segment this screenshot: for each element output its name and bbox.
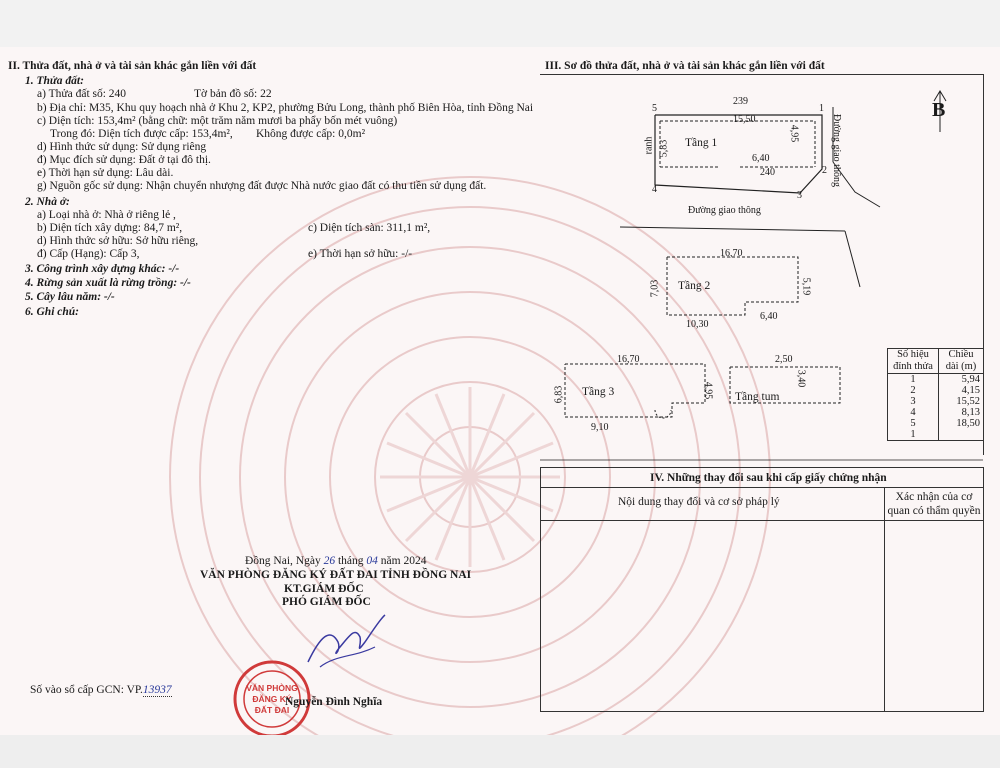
land-map-sheet: Tờ bản đồ số: 22 xyxy=(194,88,272,100)
vertex-2-label: 2 xyxy=(822,165,827,176)
section-iv-title: IV. Những thay đổi sau khi cấp giấy chứng nhận xyxy=(650,472,887,484)
table-row: 5,94 xyxy=(939,374,984,386)
issuing-office: VĂN PHÒNG ĐĂNG KÝ ĐẤT ĐAI TỈNH ĐỒNG NAI xyxy=(200,569,472,581)
table-row: 15,52 xyxy=(939,396,984,407)
house-grade: đ) Cấp (Hạng): Cấp 3, xyxy=(37,248,140,260)
changes-column-content: Nội dung thay đổi và cơ sở pháp lý xyxy=(618,496,780,508)
land-area-granted: Trong đó: Diện tích được cấp: 153,4m², xyxy=(50,128,233,140)
perennial-trees: 5. Cây lâu năm: -/- xyxy=(25,291,115,303)
table-row: 5 xyxy=(888,418,939,429)
house-floor-area: c) Diện tích sàn: 311,1 m², xyxy=(308,222,431,234)
plot4-right-dim: 3,40 xyxy=(795,369,807,388)
north-arrow-icon: B xyxy=(932,99,946,121)
table-row: 4,15 xyxy=(939,385,984,396)
plot2-top-dim: 16,70 xyxy=(720,248,743,259)
edge-table-header-length: Chiều dài (m) xyxy=(939,349,984,374)
changes-column-confirmation: Xác nhận của cơ quan có thẩm quyền xyxy=(887,491,981,517)
table-row: 4 xyxy=(888,407,939,418)
land-area-not-granted: Không được cấp: 0,0m² xyxy=(256,128,366,140)
road-right-label: Đường giao thông xyxy=(830,114,842,187)
vertex-3-label: 3 xyxy=(797,190,802,201)
plot4-top-dim: 2,50 xyxy=(775,354,793,365)
land-parcel-number: a) Thửa đất số: 240 xyxy=(37,88,127,100)
svg-text:VĂN PHÒNG: VĂN PHÒNG xyxy=(246,683,298,693)
land-use-origin: g) Nguồn gốc sử dụng: Nhận chuyển nhượng đất được Nhà nước giao đất có thu tiền sử dụng đất. xyxy=(37,180,487,192)
house-construction-area: b) Diện tích xây dựng: 84,7 m², xyxy=(37,222,183,234)
house-type: a) Loại nhà ở: Nhà ở riêng lẻ , xyxy=(37,209,176,221)
planted-forest: 4. Rừng sản xuất là rừng trồng: -/- xyxy=(25,277,191,289)
land-use-purpose: đ) Mục đích sử dụng: Đất ở tại đô thị. xyxy=(37,154,211,166)
plot1-floor-name: Tầng 1 xyxy=(685,137,718,149)
land-use-term: e) Thời hạn sử dụng: Lâu dài. xyxy=(37,167,174,179)
table-row: 1 xyxy=(888,374,939,386)
plot1-top-dim: 15,50 xyxy=(733,114,756,125)
signer-role: PHÓ GIÁM ĐỐC xyxy=(282,596,371,608)
table-row: 8,13 xyxy=(939,407,984,418)
signer-name: Nguyễn Đình Nghĩa xyxy=(285,696,383,708)
table-row: 18,50 xyxy=(939,418,984,429)
handwritten-signature xyxy=(300,607,390,677)
edge-table-header-id: Số hiệu đỉnh thửa xyxy=(888,349,939,374)
plot2-right-dim: 5,19 xyxy=(800,277,812,296)
vertex-4-label: 4 xyxy=(652,184,657,195)
plot1-adjacent-239: 239 xyxy=(733,96,748,107)
svg-text:ĐĂNG KÝ: ĐĂNG KÝ xyxy=(252,694,292,704)
plot3-right-dim: 4,95 xyxy=(702,381,714,400)
issue-date: Đồng Nai, Ngày 26 tháng 04 năm 2024 xyxy=(245,555,427,567)
section-ii-title: II. Thửa đất, nhà ở và tài sản khác gắn liền với đất xyxy=(8,60,257,72)
plot4-floor-name: Tầng tum xyxy=(735,391,780,403)
land-use-form: d) Hình thức sử dụng: Sử dụng riêng xyxy=(37,141,207,153)
gcn-register: Số vào sổ cấp GCN: VP.13937 xyxy=(30,684,172,696)
plot3-floor-name: Tầng 3 xyxy=(582,386,615,398)
section-iii-rule xyxy=(540,74,984,75)
vertex-5-label: 5 xyxy=(652,103,657,114)
plot2-bottom-dim-1: 10,30 xyxy=(686,319,709,330)
house-ownership-term: e) Thời hạn sở hữu: -/- xyxy=(308,248,413,260)
plot3-left-dim: 6,83 xyxy=(553,385,565,404)
plot1-parcel-number: 240 xyxy=(760,167,775,178)
plot3-top-dim: 16,70 xyxy=(617,354,640,365)
table-row: 3 xyxy=(888,396,939,407)
plot2-floor-name: Tầng 2 xyxy=(678,280,711,292)
section-iii-title: III. Sơ đồ thửa đất, nhà ở và tài sản khác gắn liền với đất xyxy=(545,60,825,72)
viewer-bottom-strip xyxy=(0,735,1000,768)
certificate-page xyxy=(0,47,1000,735)
plot3-bottom-dim: 9,10 xyxy=(591,422,609,433)
land-address: b) Địa chỉ: M35, Khu quy hoạch nhà ở Khu 2, KP2, phường Bửu Long, thành phố Biên Hòa, tỉnh Đồng Nai xyxy=(37,102,534,114)
land-area: c) Diện tích: 153,4m² (bằng chữ: một trăm năm mươi ba phẩy bốn mét vuông) xyxy=(37,115,398,127)
plot1-inner-dim: 6,40 xyxy=(752,153,770,164)
other-constructions: 3. Công trình xây dựng khác: -/- xyxy=(25,263,180,275)
plot1-left-dim: 5,83 xyxy=(658,139,670,158)
changes-title-rule xyxy=(540,487,984,488)
table-row: 1 xyxy=(888,429,939,441)
table-row xyxy=(939,429,984,441)
plot1-right-dim: 4,95 xyxy=(788,124,800,143)
land-heading: 1. Thửa đất: xyxy=(25,75,84,87)
changes-header-rule xyxy=(540,520,984,521)
plot1-left-label: ranh xyxy=(643,136,655,155)
edge-length-table xyxy=(887,348,984,441)
signer-kt: KT.GIÁM ĐỐC xyxy=(284,583,364,595)
vertex-1-label: 1 xyxy=(819,103,824,114)
house-heading: 2. Nhà ở: xyxy=(25,196,70,208)
plot2-left-dim: 7,03 xyxy=(649,279,661,298)
house-ownership-form: d) Hình thức sở hữu: Sở hữu riêng, xyxy=(37,235,199,247)
notes-heading: 6. Ghi chú: xyxy=(25,306,79,318)
road-bottom-label: Đường giao thông xyxy=(688,205,761,216)
table-row: 2 xyxy=(888,385,939,396)
plot2-bottom-dim-2: 6,40 xyxy=(760,311,778,322)
svg-text:ĐẤT ĐAI: ĐẤT ĐAI xyxy=(254,705,290,715)
